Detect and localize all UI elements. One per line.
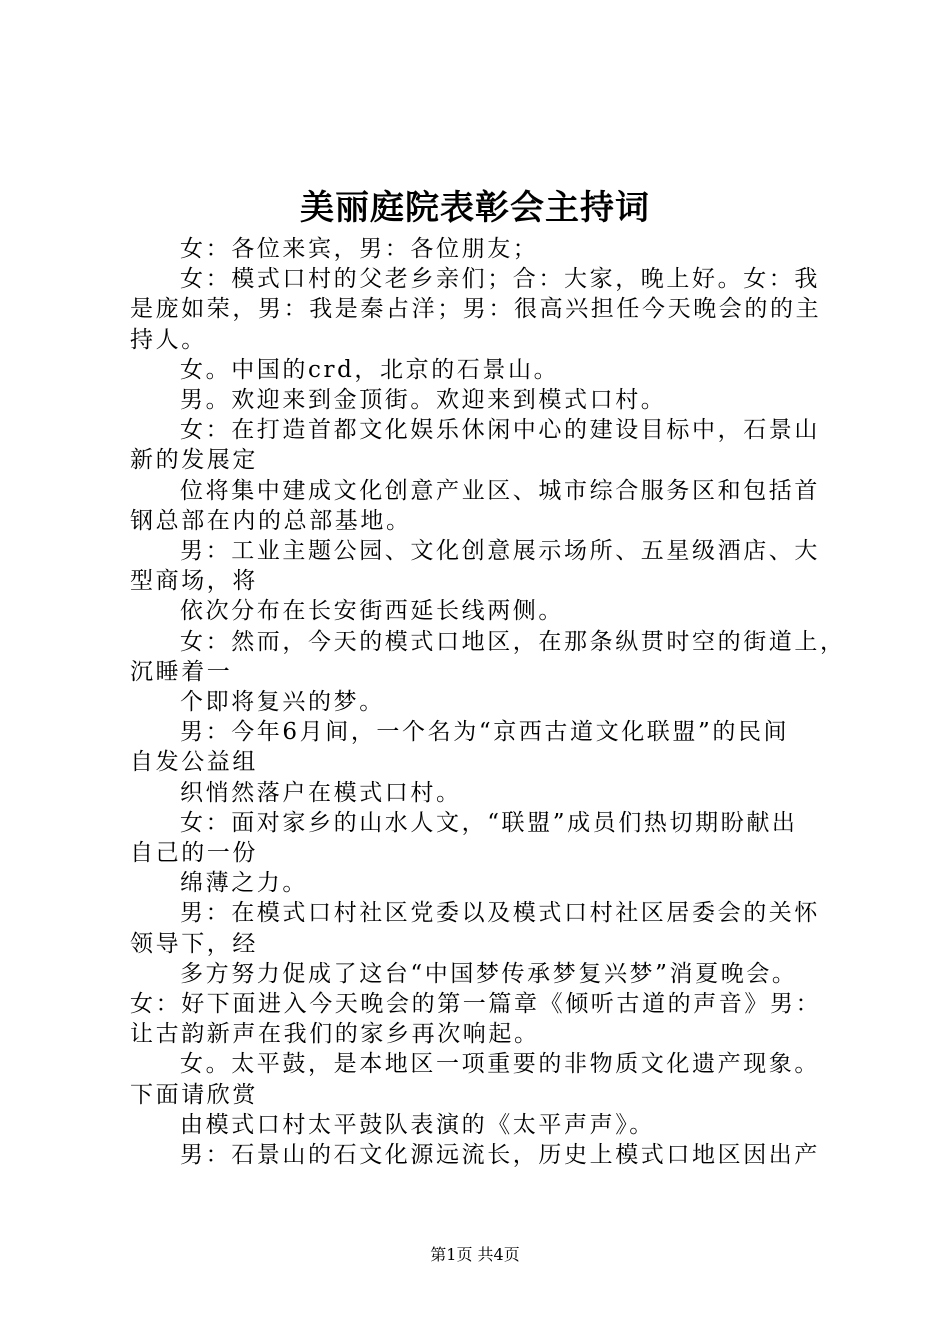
paragraph-line: 钢总部在内的总部基地。 [130, 507, 412, 534]
paragraph-line: 女：然而，今天的模式口地区，在那条纵贯时空的街道上， [180, 628, 846, 655]
paragraph-line: 型商场，将 [130, 568, 258, 595]
paragraph-line: 女：面对家乡的山水人文，“联盟”成员们热切期盼献出 [180, 809, 798, 836]
paragraph-line: 依次分布在长安街西延长线两侧。 [180, 598, 564, 625]
paragraph-line: 自己的一份 [130, 840, 258, 866]
paragraph-line: 下面请欣赏 [130, 1081, 258, 1108]
page-title: 美丽庭院表彰会主持词 [300, 188, 650, 228]
paragraph-line: 让古韵新声在我们的家乡再次响起。 [130, 1021, 540, 1048]
paragraph-line: 女：模式口村的父老乡亲们；合：大家，晚上好。女：我 [180, 266, 820, 293]
paragraph-line: 女：各位来宾，男：各位朋友； [180, 236, 539, 262]
paragraph-line: 个即将复兴的梦。 [180, 689, 385, 715]
paragraph-line: 男：工业主题公园、文化创意展示场所、五星级酒店、大 [180, 538, 820, 564]
paragraph-line: 由模式口村太平鼓队表演的《太平声声》。 [180, 1111, 655, 1138]
paragraph-line: 位将集中建成文化创意产业区、城市综合服务区和包括首 [180, 477, 820, 504]
paragraph-line: 领导下，经 [130, 930, 258, 957]
page-footer: 第1页 共4页 [430, 1245, 520, 1264]
paragraph-line: 沉睡着一 [130, 658, 233, 685]
paragraph-line: 男：今年6月间，一个名为“京西古道文化联盟”的民间 [180, 719, 790, 746]
paragraph-line: 绵薄之力。 [180, 870, 308, 897]
paragraph-line: 男。欢迎来到金顶街。欢迎来到模式口村。 [180, 387, 667, 413]
paragraph-line: 新的发展定 [130, 447, 258, 474]
paragraph-line: 女。中国的crd，北京的石景山。 [180, 356, 560, 383]
paragraph-line: 女：好下面进入今天晚会的第一篇章《倾听古道的声音》男： [130, 991, 822, 1017]
paragraph-line: 女：在打造首都文化娱乐休闲中心的建设目标中，石景山 [180, 417, 820, 444]
paragraph-line: 自发公益组 [130, 749, 258, 776]
paragraph-line: 是庞如荣，男：我是秦占洋；男：很高兴担任今天晚会的的主 [130, 296, 822, 323]
paragraph-line: 多方努力促成了这台“中国梦传承梦复兴梦”消夏晚会。 [180, 960, 798, 987]
paragraph-line: 男：在模式口村社区党委以及模式口村社区居委会的关怀 [180, 900, 820, 927]
paragraph-line: 持人。 [130, 326, 207, 353]
paragraph-line: 女。太平鼓，是本地区一项重要的非物质文化遗产现象。 [180, 1051, 820, 1078]
paragraph-line: 男：石景山的石文化源远流长，历史上模式口地区因出产 [180, 1142, 820, 1168]
paragraph-line: 织悄然落户在模式口村。 [180, 779, 462, 806]
